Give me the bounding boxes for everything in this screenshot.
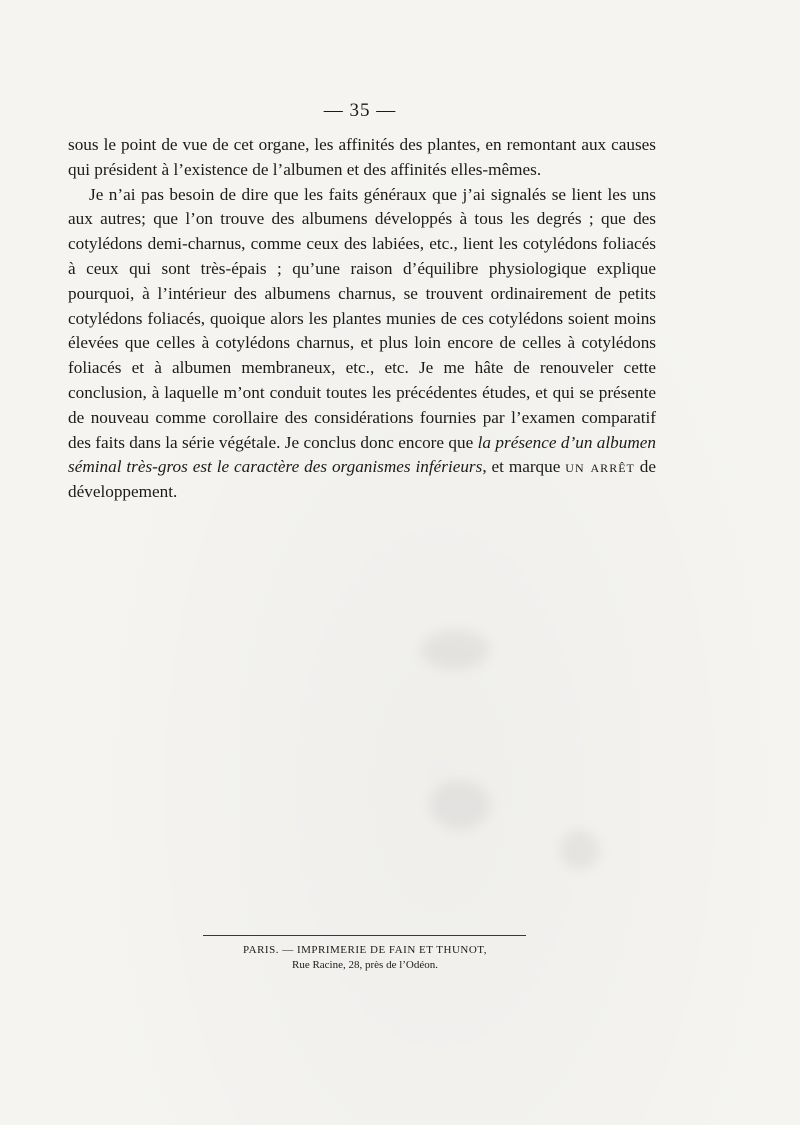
bleed-through-smudge	[420, 630, 490, 670]
paragraph-1-text: sous le point de vue de cet organe, les affinités des plantes, en remontant aux causes qui président à l’existence de l’albumen et des affinités elles-mêmes.	[68, 135, 656, 179]
paragraph-1	[68, 133, 656, 183]
printer-imprint: PARIS. — IMPRIMERIE DE FAIN ET THUNOT,	[243, 944, 487, 956]
paragraph-2	[68, 183, 656, 505]
page-number: — 35 —	[323, 100, 397, 121]
bleed-through-smudge	[430, 780, 490, 830]
colophon-rule	[203, 935, 526, 936]
italic-conclusion: la présence d’un albumen séminal très-gros est le caractère des organismes inférieurs	[68, 432, 656, 477]
printer-address: Rue Racine, 28, près de l’Odéon.	[291, 959, 438, 971]
body-text	[68, 133, 656, 505]
paragraph-2-text: Je n’ai pas besoin de dire que les faits généraux que j’ai signalés se lient les uns aux autres; que l’on trouve des albumens développés à tous les degrés ; que des cotylédons demi-charnus, comme ceux des labiées, etc., lient les cotylédons foliacés à ceux qui sont très-épais ; qu’une raison d’équilibre physiologique explique pourquoi, à l’intérieur des albumens charnus, se trouvent ordinairement de petits cotylédons foliacés, quoique alors les plantes munies de ces cotylédons soient moins élevées que celles à cotylédons charnus, et plus loin encore de celles à cotylédons foliacés et à albumen membraneux, etc., etc. Je me hâte de renouveler cette conclusion, à laquelle m’ont conduit toutes les précédentes études, et qui se présente de nouveau comme corollaire des considérations fournies par l’examen comparatif des faits dans la série végétale. Je conclus donc encore que	[68, 184, 656, 452]
bleed-through-smudge	[560, 830, 600, 870]
smallcaps-phrase: un arrêt	[565, 457, 635, 477]
paragraph-2-connector: , et marque	[482, 457, 566, 477]
paragraph-2-ending: de développement.	[68, 457, 656, 502]
